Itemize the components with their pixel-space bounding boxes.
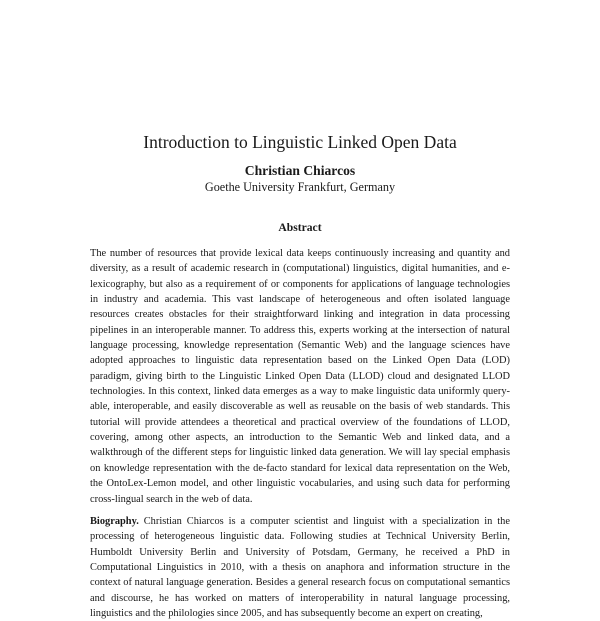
biography-paragraph: [90, 514, 510, 621]
abstract-body: The number of resources that provide lexical data keeps continuously increasing and quantity and diversity, as a result of academic research in (computational) linguistics, digital humanities, and e-lexicography, but also as a requirement of or components for applications of language technologies in industry and academia. This vast landscape of heterogeneous and often isolated language resources creates obstacles for their straightforward linking and integration in data processing pipelines in an interoperable manner. To address this, experts working at the intersection of natural language processing, knowledge representation (Semantic Web) and the language sciences have adopted approaches to linguistic data representation based on the Linked Open Data (LOD) paradigm, giving birth to the Linguistic Linked Open Data (LLOD) cloud and designated LLOD technologies. In this context, linked data emerges as a way to make linguistic data uniformly query-able, interoperable, and easily discoverable as well as reusable on the basis of web standards. This tutorial will provide attendees a theoretical and practical overview of the foundations of LLOD, covering, among other aspects, an introduction to the Semantic Web and linked data, and a walkthrough of the different steps for linguistic linked data generation. We will lay special emphasis on knowledge representation with the de-facto standard for lexical data representation on the Web, the OntoLex-Lemon model, and other linguistic vocabularies, and using such data for performing cross-lingual search in the web of data.: [90, 248, 510, 505]
biography-label: Biography.: [90, 516, 139, 527]
author-affiliation: Goethe University Frankfurt, Germany: [204, 180, 396, 194]
paper-title: Introduction to Linguistic Linked Open Data: [143, 132, 457, 152]
author-name: Christian Chiarcos: [244, 163, 356, 178]
biography-text: Christian Chiarcos is a computer scientist and linguist with a specialization in the processing of heterogeneous linguistic data. Following studies at Technical University Berlin, Humboldt University Berlin and University of Potsdam, Germany, he received a PhD in Computational Linguistics in 2010, with a thesis on anaphora and information structure in the context of natural language generation. Besides a general research focus on computational semantics and discourse, he has worked on matters of interoperability in natural language processing, linguistics and the philologies since 2005, and has subsequently become an expert on creating,: [90, 516, 510, 620]
abstract-heading: Abstract: [278, 221, 322, 234]
